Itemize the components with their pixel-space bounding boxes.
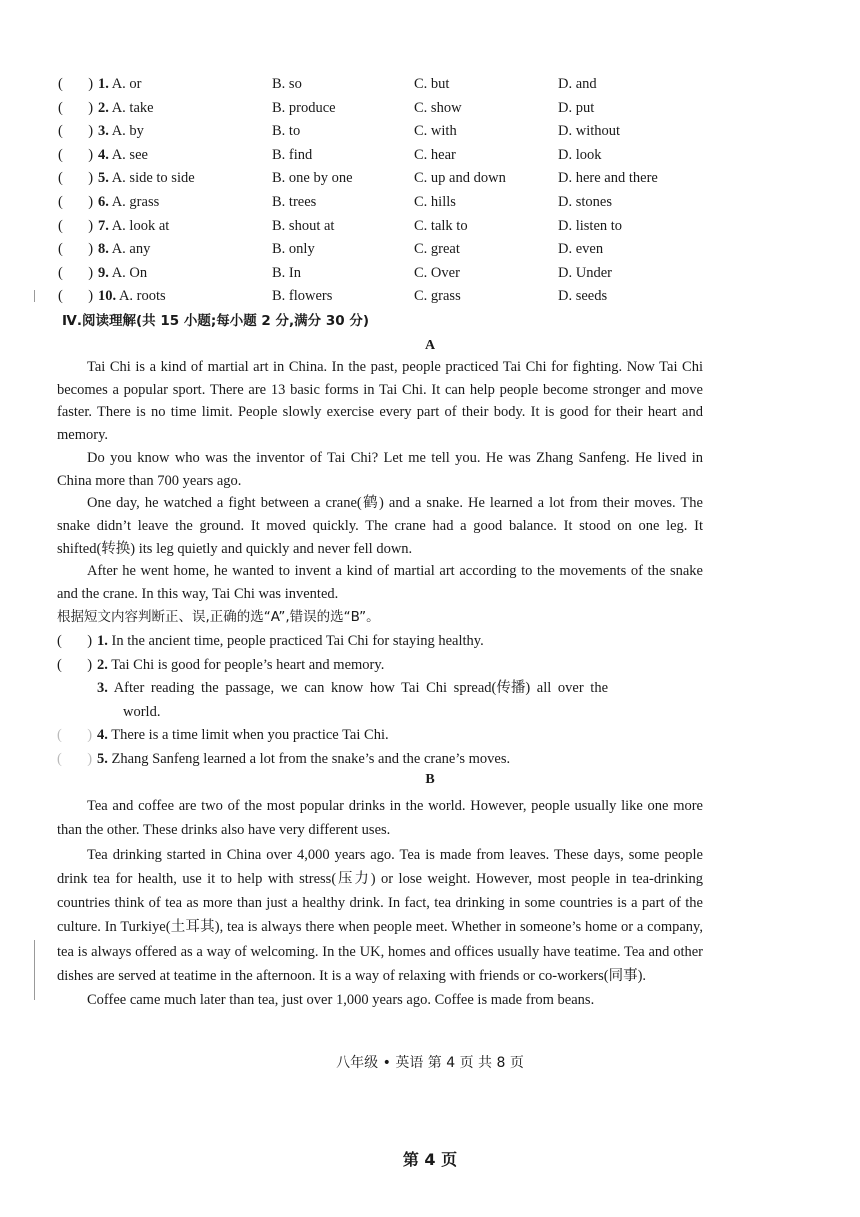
answer-blank[interactable]: ( ) xyxy=(58,99,94,116)
option-b: B. trees xyxy=(272,193,317,210)
passage-a-paragraph: After he went home, he wanted to invent a kind of martial art according to the movements of the snake and the crane. In this way, Tai Chi was invented. xyxy=(57,563,703,603)
option-a xyxy=(98,123,144,140)
answer-blank[interactable]: ( ) xyxy=(57,633,93,649)
answer-blank[interactable]: ( ) xyxy=(57,680,93,696)
question-number: 8. xyxy=(98,241,109,258)
question-text: Tai Chi is good for people’s heart and memory. xyxy=(107,656,385,673)
question-number: 3. xyxy=(97,680,108,696)
option-c: C. hills xyxy=(414,193,456,210)
question-row xyxy=(57,630,717,654)
page-footer: 八年级 • 英语 第 4 页 共 8 页 xyxy=(336,1055,524,1071)
option-a-text: A. by xyxy=(111,123,144,140)
option-c: C. show xyxy=(414,99,462,116)
option-a-text: A. see xyxy=(111,146,148,163)
margin-mark xyxy=(34,940,35,1000)
option-b: B. shout at xyxy=(272,217,335,234)
option-c: C. hear xyxy=(414,146,456,163)
option-b: B. In xyxy=(272,264,301,281)
option-a xyxy=(98,218,169,235)
question-text: In the ancient time, people practiced Tai Chi for staying healthy. xyxy=(107,633,484,649)
passage-a-letter: A xyxy=(424,338,436,353)
option-c: C. up and down xyxy=(414,170,506,187)
option-c: C. Over xyxy=(414,264,460,281)
option-d: D. look xyxy=(558,146,602,163)
option-c: C. talk to xyxy=(414,217,468,234)
option-a-text: A. any xyxy=(111,241,151,258)
option-a-text: A. roots xyxy=(118,288,166,305)
option-b: B. to xyxy=(272,123,301,140)
passage-b-paragraph: Tea and coffee are two of the most popular drinks in the world. However, people usually like one more than the other. These drinks also have very different uses. xyxy=(57,798,703,839)
option-a xyxy=(98,76,142,93)
question-number: 7. xyxy=(98,217,109,234)
passage-a-paragraph: Do you know who was the inventor of Tai Chi? Let me tell you. He was Zhang Sanfeng. He lived in China more than 700 years ago. xyxy=(57,449,703,489)
answer-blank[interactable]: ( ) xyxy=(58,170,94,187)
answer-blank[interactable]: ( ) xyxy=(58,217,94,234)
passage-b-paragraph: Tea drinking started in China over 4,000 years ago. Tea is made from leaves. These days, some people drink tea for health, use it to help with stress(压力) or lose weight. However, most people in tea-drinking countries think of tea as more than just a healthy drink. In fact, tea drinking in some countries is a part of the culture. In Turkiye(土耳其), tea is always there when people meet. Whether in someone’s home or a company, tea is always offered as a way of welcoming. In the UK, homes and offices usually have teatime. Tea and other dishes are served at teatime in the afternoon. It is a way of relaxing with friends or co-workers(同事). xyxy=(57,846,703,985)
answer-blank[interactable]: ( ) xyxy=(58,241,94,258)
option-a-text: A. or xyxy=(111,76,142,92)
option-c: C. with xyxy=(414,123,457,140)
cloze-row xyxy=(58,194,788,218)
question-number: 2. xyxy=(98,99,109,116)
question-number: 3. xyxy=(98,123,109,140)
question-text: After reading the passage, we can know how Tai Chi spread(传播) all over the xyxy=(107,680,609,696)
passage-b-paragraph: Coffee came much later than tea, just over 1,000 years ago. Coffee is made from beans. xyxy=(87,992,595,1009)
option-a-text: A. On xyxy=(111,264,148,281)
option-b: B. only xyxy=(272,241,315,258)
passage-a-paragraph: One day, he watched a fight between a crane(鹤) and a snake. He learned a lot from their moves. The snake didn’t leave the ground. It moved quickly. The crane had a good balance. It stood on one leg. It shifted(转换) its leg quietly and quickly and never fell down. xyxy=(57,495,703,557)
answer-blank[interactable]: ( ) xyxy=(58,76,94,92)
option-d: D. even xyxy=(558,241,604,258)
answer-blank[interactable]: ( ) xyxy=(58,193,94,210)
answer-blank[interactable]: ( ) xyxy=(58,146,94,163)
answer-blank[interactable]: ( ) xyxy=(58,123,94,140)
option-b: B. so xyxy=(272,76,302,92)
question-number: 6. xyxy=(98,193,109,210)
answer-blank[interactable]: ( ) xyxy=(57,656,93,673)
answer-blank[interactable]: ( ) xyxy=(57,750,93,767)
question-number: 2. xyxy=(97,656,108,673)
cloze-row xyxy=(58,288,788,312)
passage-b-body xyxy=(57,794,703,1013)
option-b: B. flowers xyxy=(272,288,333,305)
passage-a-paragraph: Tai Chi is a kind of martial art in China. In the past, people practiced Tai Chi for fighting. Now Tai Chi becomes a popular sport. There are 13 basic forms in Tai Chi. It can help people become stronger and move faster. There is no time limit. People slowly exercise every part of their body. It is good for their heart and memory. xyxy=(57,359,703,444)
option-b: B. one by one xyxy=(272,170,353,187)
cloze-row xyxy=(58,170,788,194)
question-row xyxy=(57,748,717,772)
option-a-text: A. take xyxy=(111,99,154,116)
option-c: C. grass xyxy=(414,288,461,305)
cloze-row xyxy=(58,218,788,242)
option-a xyxy=(98,170,195,187)
option-a-text: A. look at xyxy=(111,217,170,234)
option-a xyxy=(98,241,150,258)
question-number: 4. xyxy=(98,146,109,163)
answer-blank[interactable]: ( ) xyxy=(58,288,94,305)
option-a-text: A. grass xyxy=(111,193,160,210)
cloze-row xyxy=(58,147,788,171)
option-d: D. Under xyxy=(558,264,612,281)
option-b: B. produce xyxy=(272,99,336,116)
option-a xyxy=(98,194,159,211)
cloze-row xyxy=(58,123,788,147)
option-a xyxy=(98,265,147,282)
question-text: Zhang Sanfeng learned a lot from the snake’s and the crane’s moves. xyxy=(107,750,511,767)
option-b: B. find xyxy=(272,146,313,163)
option-d: D. seeds xyxy=(558,288,608,305)
passage-a-instruction: 根据短文内容判断正、误,正确的选“A”,错误的选“B”。 xyxy=(57,608,380,625)
answer-blank[interactable]: ( ) xyxy=(57,727,93,743)
option-d: D. without xyxy=(558,123,621,140)
question-number: 1. xyxy=(98,76,109,92)
cloze-row xyxy=(58,265,788,289)
cloze-row xyxy=(58,241,788,265)
question-text-continued: world. xyxy=(123,703,161,720)
question-number: 9. xyxy=(98,264,109,281)
question-text: There is a time limit when you practice Tai Chi. xyxy=(107,727,389,743)
passage-a-body xyxy=(57,356,703,628)
cloze-options-table xyxy=(58,76,788,312)
option-c: C. great xyxy=(414,241,460,258)
question-number: 1. xyxy=(97,633,108,649)
option-d: D. and xyxy=(558,76,597,92)
cloze-row xyxy=(58,76,788,100)
option-a xyxy=(98,288,166,305)
option-d: D. stones xyxy=(558,193,612,210)
option-a-text: A. side to side xyxy=(111,170,195,187)
margin-mark xyxy=(34,290,35,302)
cloze-row xyxy=(58,100,788,124)
page-number: 第 4 页 xyxy=(402,1150,458,1169)
question-number: 5. xyxy=(98,170,109,187)
option-c: C. but xyxy=(414,76,450,92)
question-row xyxy=(57,677,717,724)
true-false-questions xyxy=(57,630,717,771)
question-number: 4. xyxy=(97,727,108,743)
option-d: D. put xyxy=(558,99,595,116)
option-d: D. here and there xyxy=(558,170,658,187)
answer-blank[interactable]: ( ) xyxy=(58,264,94,281)
option-d: D. listen to xyxy=(558,217,623,234)
option-a xyxy=(98,147,148,164)
question-number: 5. xyxy=(97,750,108,767)
question-row xyxy=(57,724,717,748)
question-number: 10. xyxy=(98,288,117,305)
passage-b-letter: B xyxy=(425,772,435,787)
option-a xyxy=(98,100,154,117)
section-heading: Ⅳ.阅读理解(共 15 小题;每小题 2 分,满分 30 分) xyxy=(62,313,369,329)
question-row xyxy=(57,654,717,678)
